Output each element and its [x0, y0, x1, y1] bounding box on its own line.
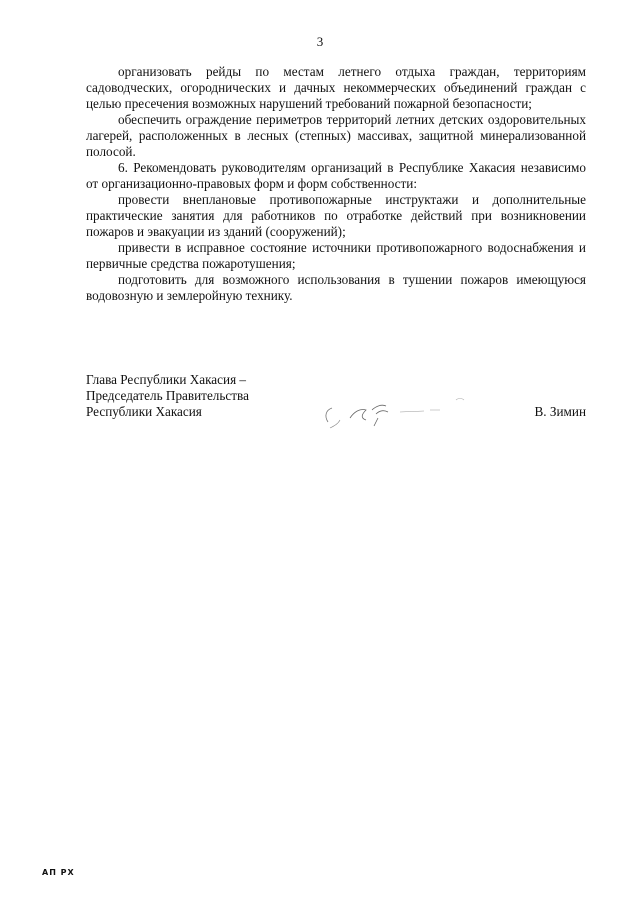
signer-title-line-3: Республики Хакасия: [86, 404, 202, 419]
paragraph-item-6: 6. Рекомендовать руководителям организаций в Республике Хакасия независимо от организационно-правовых форм и форм собственности:: [86, 160, 586, 191]
signer-title-line-1: Глава Республики Хакасия –: [86, 372, 247, 387]
paragraph-camp-fencing: обеспечить ограждение периметров территорий летних детских оздоровительных лагерей, расположенных в лесных (степных) массивах, защитной минерализованной полосой.: [86, 112, 586, 159]
paragraph-raids: организовать рейды по местам летнего отдыха граждан, территориям садоводческих, огороднических и дачных некоммерческих объединений граждан с целью пресечения возможных нарушений требований пожарной безопасности;: [86, 64, 586, 111]
footer-code: АП РХ: [42, 868, 75, 877]
paragraph-water-supply: привести в исправное состояние источники противопожарного водоснабжения и первичные средства пожаротушения;: [86, 240, 586, 271]
document-body: [86, 64, 586, 304]
page-number: 3: [316, 34, 324, 49]
signer-title-line-2: Председатель Правительства: [86, 388, 249, 403]
paragraph-briefings: провести внеплановые противопожарные инструктажи и дополнительные практические занятия для работников по отработке действий при возникновении пожаров и эвакуации из зданий (сооружений);: [86, 192, 586, 239]
paragraph-equipment: подготовить для возможного использования в тушении пожаров имеющуюся водовозную и землеройную технику.: [86, 272, 586, 303]
handwritten-signature: [316, 388, 476, 432]
signer-name: В. Зимин: [534, 404, 586, 419]
signature-block: [86, 372, 586, 432]
